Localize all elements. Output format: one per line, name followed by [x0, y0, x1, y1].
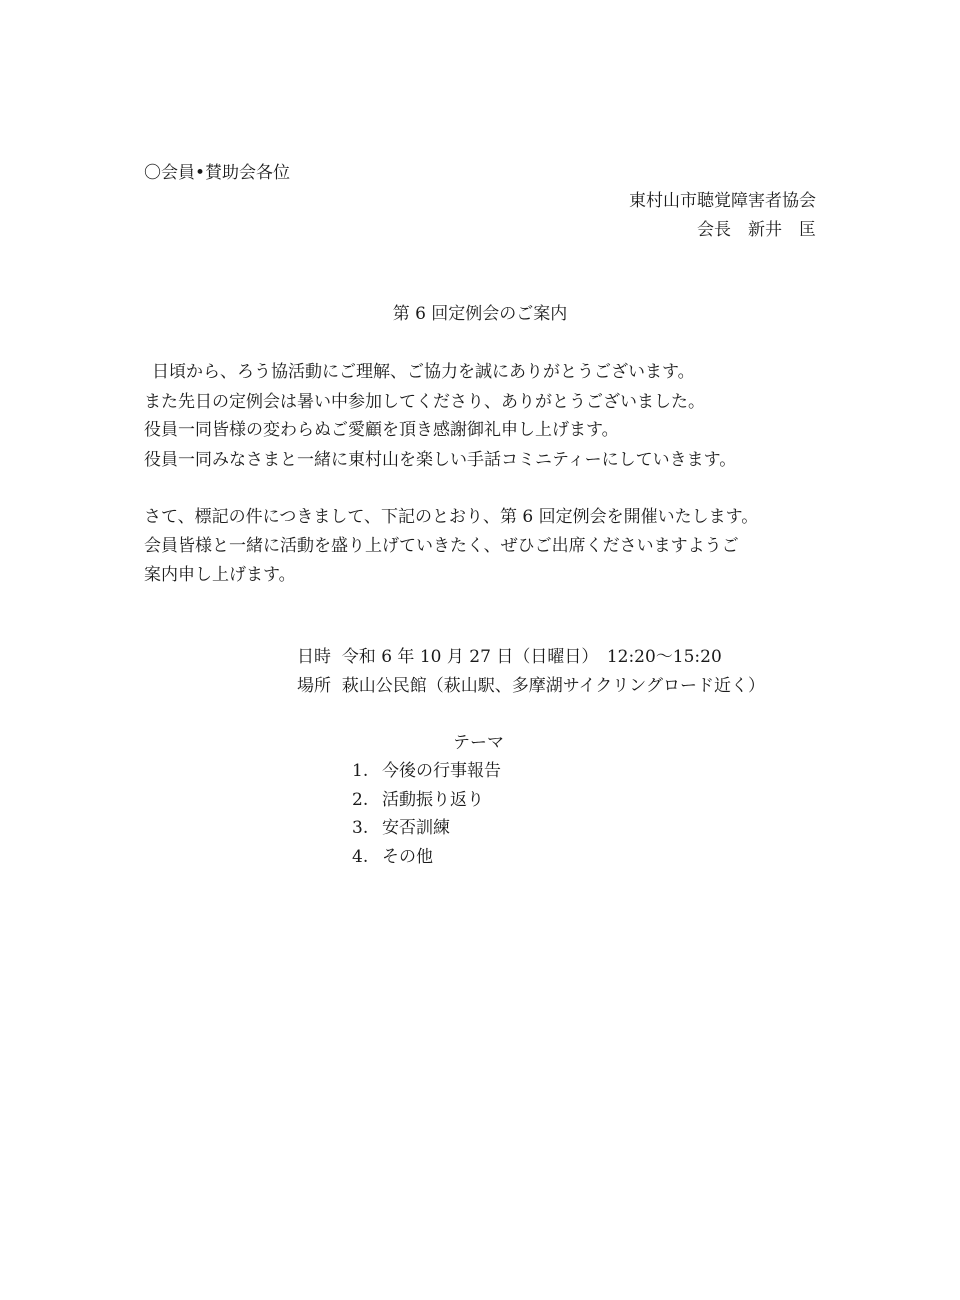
datetime-value: 令和 6 年 10 月 27 日（日曜日） 12:20～15:20 [341, 647, 722, 667]
agenda-item-label: 安否訓練 [382, 818, 450, 838]
body-line: 日頃から、ろう協活動にご理解、ご協力を誠にありがとうございます。 [152, 362, 695, 382]
body-line: 役員一同みなさまと一緒に東村山を楽しい手話コミニティーにしていきます。 [144, 450, 737, 470]
agenda-item [352, 760, 501, 782]
agenda-item [352, 817, 450, 839]
agenda-item [352, 846, 433, 868]
agenda-item-label: 今後の行事報告 [382, 761, 501, 781]
agenda-item [352, 789, 484, 811]
agenda-item-label: 活動振り返り [382, 790, 484, 810]
body-line: 会員皆様と一緒に活動を盛り上げていきたく、ぜひご出席くださいますようご [144, 536, 739, 556]
body-line: また先日の定例会は暑い中参加してくださり、ありがとうございました。 [144, 392, 705, 412]
place-value: 萩山公民館（萩山駅、多摩湖サイクリングロード近く） [341, 676, 765, 696]
body-line: さて、標記の件につきまして、下記のとおり、第 6 回定例会を開催いたします。 [144, 507, 759, 527]
place-label: 場所 [297, 676, 331, 696]
agenda-item-number: 1. [352, 761, 369, 781]
organization-name: 東村山市聴覚障害者協会 [629, 191, 816, 211]
datetime-label: 日時 [297, 647, 331, 667]
agenda-item-number: 3. [352, 818, 369, 838]
document-title: 第 6 回定例会のご案内 [392, 304, 568, 324]
agenda-item-number: 2. [352, 790, 369, 810]
sender-name: 会長 新井 匡 [697, 220, 816, 240]
agenda-item-label: その他 [382, 847, 433, 867]
addressee: 〇会員•賛助会各位 [144, 163, 291, 183]
agenda-heading: テーマ [453, 733, 504, 753]
datetime-row [297, 646, 722, 668]
body-line: 役員一同皆様の変わらぬご愛顧を頂き感謝御礼申し上げます。 [144, 420, 619, 440]
place-row [297, 675, 765, 697]
agenda-item-number: 4. [352, 847, 369, 867]
body-line: 案内申し上げます。 [144, 565, 296, 585]
